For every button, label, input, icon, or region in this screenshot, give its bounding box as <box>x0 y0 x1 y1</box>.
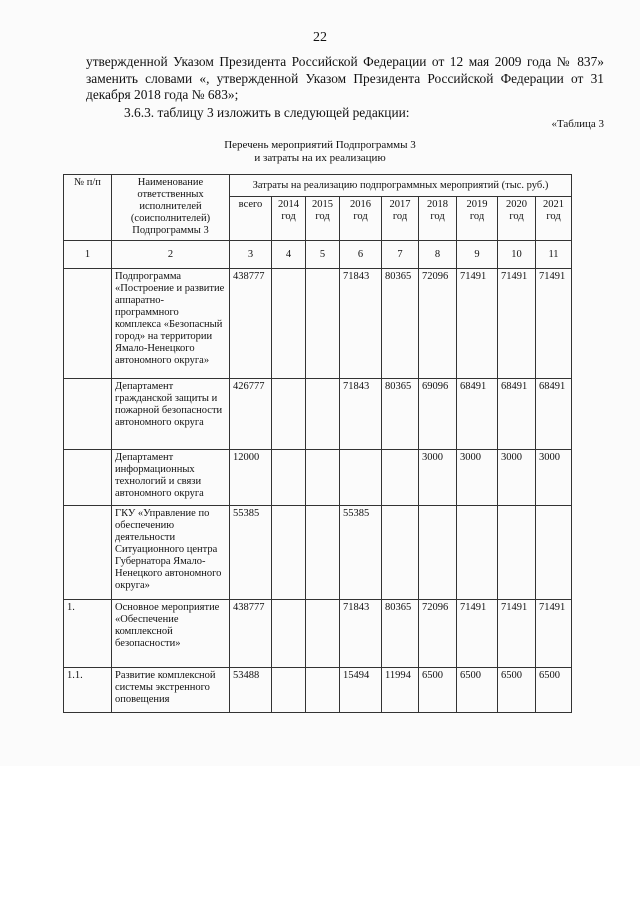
cell-value: 71843 <box>340 600 382 668</box>
cell-value: 12000 <box>230 450 272 506</box>
cell-value: 55385 <box>230 506 272 600</box>
header-year: 2015 год <box>306 197 340 241</box>
header-total: всего <box>230 197 272 241</box>
cell-value: 53488 <box>230 668 272 713</box>
row-name: Департамент информационных технологий и связи автономного округа <box>112 450 230 506</box>
cell-value <box>306 379 340 450</box>
column-number: 2 <box>112 241 230 269</box>
header-name: Наименование ответственных исполнителей (соисполнителей) Подпрограммы 3 <box>112 175 230 241</box>
table-reference: «Таблица 3 <box>551 118 604 130</box>
cell-value: 69096 <box>419 379 457 450</box>
header-number: № п/п <box>64 175 112 241</box>
header-year: 2016 год <box>340 197 382 241</box>
cell-value: 68491 <box>457 379 498 450</box>
cell-value: 80365 <box>382 600 419 668</box>
header-year: 2017 год <box>382 197 419 241</box>
header-year: 2021 год <box>536 197 572 241</box>
row-number <box>64 506 112 600</box>
column-number: 6 <box>340 241 382 269</box>
cell-value <box>306 668 340 713</box>
header-year: 2020 год <box>498 197 536 241</box>
row-number <box>64 379 112 450</box>
cell-value: 80365 <box>382 379 419 450</box>
cell-value: 6500 <box>457 668 498 713</box>
column-number: 5 <box>306 241 340 269</box>
cell-value <box>272 450 306 506</box>
row-name: Основное мероприятие «Обеспечение комплексной безопасности» <box>112 600 230 668</box>
cell-value <box>272 600 306 668</box>
page-number: 22 <box>313 30 327 45</box>
cell-value <box>536 506 572 600</box>
cell-value <box>272 379 306 450</box>
cell-value: 15494 <box>340 668 382 713</box>
row-name: ГКУ «Управление по обеспечению деятельности Ситуационного центра Губернатора Ямало-Ненецкого автономного округа» <box>112 506 230 600</box>
column-number: 10 <box>498 241 536 269</box>
cell-value: 71843 <box>340 379 382 450</box>
cell-value: 6500 <box>419 668 457 713</box>
cell-value <box>419 506 457 600</box>
row-number: 1. <box>64 600 112 668</box>
cell-value: 3000 <box>457 450 498 506</box>
cell-value <box>457 506 498 600</box>
cell-value <box>306 600 340 668</box>
cell-value: 6500 <box>498 668 536 713</box>
cell-value: 3000 <box>536 450 572 506</box>
caption-line: и затраты на их реализацию <box>254 152 386 164</box>
costs-table <box>63 174 572 713</box>
cell-value: 72096 <box>419 600 457 668</box>
cell-value <box>382 450 419 506</box>
cell-value: 71491 <box>536 600 572 668</box>
column-number: 4 <box>272 241 306 269</box>
column-number: 7 <box>382 241 419 269</box>
cell-value: 438777 <box>230 600 272 668</box>
cell-value: 71491 <box>457 269 498 379</box>
column-number: 9 <box>457 241 498 269</box>
column-number: 1 <box>64 241 112 269</box>
cell-value <box>306 269 340 379</box>
paragraph-text: утвержденной Указом Президента Российской Федерации от 12 мая 2009 года № 837» заменить словами «, утвержденной Указом Президента Российской Федерации от 31 декабря 2018 года № 683»; <box>86 54 604 102</box>
cell-value: 438777 <box>230 269 272 379</box>
cell-value: 3000 <box>419 450 457 506</box>
cell-value: 55385 <box>340 506 382 600</box>
row-number <box>64 450 112 506</box>
cell-value <box>382 506 419 600</box>
cell-value <box>498 506 536 600</box>
page-margin <box>0 766 640 905</box>
cell-value: 68491 <box>498 379 536 450</box>
cell-value: 71491 <box>498 600 536 668</box>
table-row <box>64 506 572 600</box>
cell-value: 3000 <box>498 450 536 506</box>
table-row <box>64 379 572 450</box>
table-caption <box>0 139 640 165</box>
row-name: Департамент гражданской защиты и пожарной безопасности автономного округа <box>112 379 230 450</box>
table-row <box>64 269 572 379</box>
table-row <box>64 600 572 668</box>
header-year: 2014 год <box>272 197 306 241</box>
row-number: 1.1. <box>64 668 112 713</box>
cell-value <box>340 450 382 506</box>
row-name: Подпрограмма «Построение и развитие аппаратно-программного комплекса «Безопасный город» на территории Ямало-Ненецкого автономного округа» <box>112 269 230 379</box>
cell-value: 71843 <box>340 269 382 379</box>
table-row <box>64 450 572 506</box>
column-number: 11 <box>536 241 572 269</box>
cell-value: 71491 <box>536 269 572 379</box>
cell-value: 71491 <box>457 600 498 668</box>
cell-value <box>272 506 306 600</box>
caption-line: Перечень мероприятий Подпрограммы 3 <box>224 139 416 151</box>
cell-value: 6500 <box>536 668 572 713</box>
cell-value <box>272 668 306 713</box>
cell-value: 11994 <box>382 668 419 713</box>
cell-value: 426777 <box>230 379 272 450</box>
header-year: 2018 год <box>419 197 457 241</box>
cell-value: 72096 <box>419 269 457 379</box>
cell-value <box>272 269 306 379</box>
header-costs: Затраты на реализацию подпрограммных мероприятий (тыс. руб.) <box>230 175 572 197</box>
column-number: 3 <box>230 241 272 269</box>
column-number: 8 <box>419 241 457 269</box>
cell-value <box>306 450 340 506</box>
cell-value: 80365 <box>382 269 419 379</box>
cell-value <box>306 506 340 600</box>
column-numbers-row <box>64 241 572 269</box>
paragraph-text: 3.6.3. таблицу 3 изложить в следующей редакции: <box>124 105 410 120</box>
cell-value: 68491 <box>536 379 572 450</box>
header-year: 2019 год <box>457 197 498 241</box>
row-name: Развитие комплексной системы экстренного оповещения <box>112 668 230 713</box>
table-row <box>64 668 572 713</box>
cell-value: 71491 <box>498 269 536 379</box>
row-number <box>64 269 112 379</box>
